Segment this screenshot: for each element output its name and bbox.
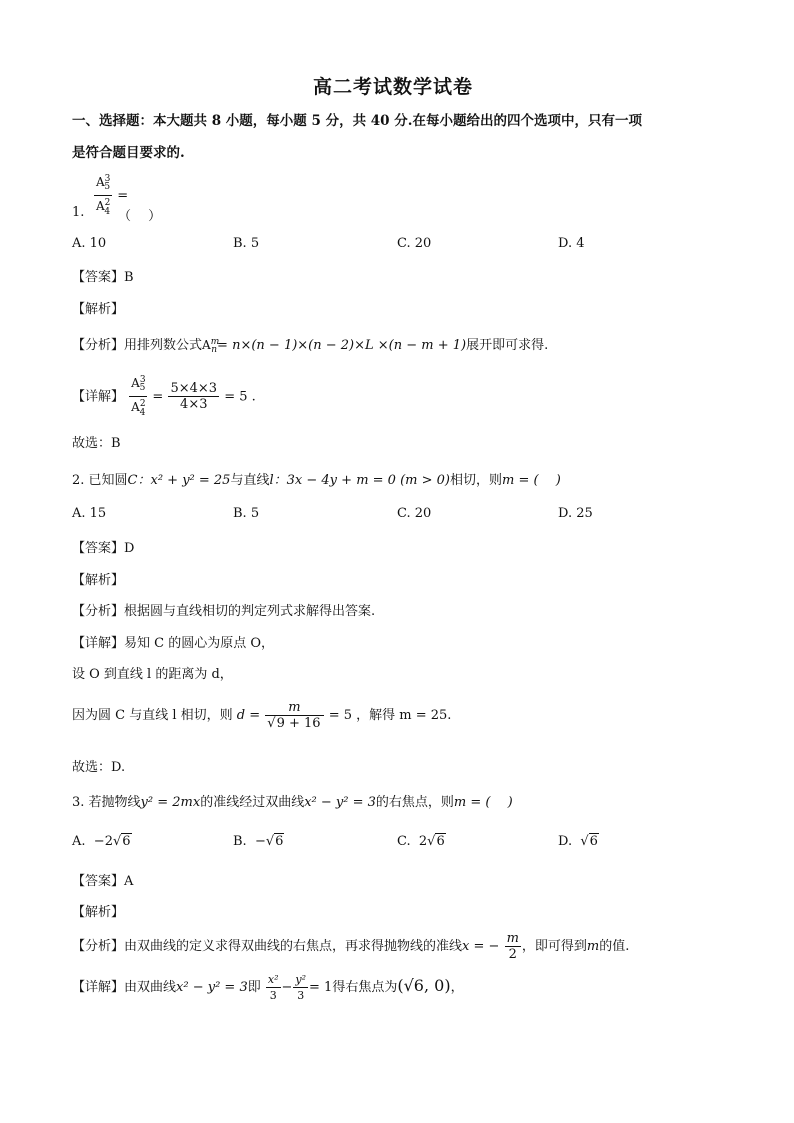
q3-detail-f1-num: x² — [267, 973, 279, 986]
q3-detail-f2-den: 3 — [297, 989, 305, 1002]
q2-option-d: D. 25 — [558, 506, 593, 521]
q2-fenxi-text: 根据圆与直线相切的判定列式求解得出答案. — [124, 604, 376, 619]
q3-fenxi-m: m — [586, 939, 600, 954]
q3-option-c: C. 2√6 — [397, 834, 445, 849]
q2-detail-line3: 因为圆 C 与直线 l 相切，则 d = $\frac{m}{√9 + 16}$ = 5 ，解得 m = 25. — [72, 700, 452, 731]
q1-choose: 故选：B — [72, 436, 121, 451]
q2-fenxi — [72, 600, 375, 619]
q2-stem-eq1: ：x² + y² = 25 — [137, 473, 231, 488]
q3-option-a-coef: −2 — [93, 834, 113, 849]
q3-stem-eq2: x² − y² = 3 — [304, 795, 376, 810]
q1-answer-value: B — [124, 270, 134, 285]
q1-expression: $\frac{A^3_5}{A^2_4}$ = — [96, 174, 129, 217]
q3-analysis-tag: 【解析】 — [72, 905, 125, 920]
q3-option-d: D. √6 — [558, 834, 598, 849]
q2-analysis-tag: 【解析】 — [72, 573, 125, 588]
q3-stem-m: m = ( ) — [453, 795, 513, 810]
q3-option-a-label: A. — [72, 834, 86, 849]
q2-stem-pre: 2. 已知圆 — [72, 473, 128, 488]
q3-stem-post: 的右焦点，则 — [375, 795, 454, 810]
q3-answer — [72, 870, 133, 889]
q3-option-b: B. −√6 — [233, 834, 284, 849]
q3-fenxi — [72, 931, 629, 962]
q1-perm-symbol: $A^m_n$ — [202, 337, 220, 356]
q2-stem-l: l — [269, 473, 274, 488]
q3-fenxi-den: 2 — [508, 947, 517, 962]
q2-option-a: A. 15 — [72, 506, 107, 521]
fenxi-tag: 【分析】 — [72, 604, 125, 619]
answer-tag: 【答案】 — [72, 270, 125, 285]
q3-detail-mid: 即 — [247, 980, 261, 995]
q3-detail-pre: 由双曲线 — [124, 980, 177, 995]
q3-option-b-radicand: 6 — [275, 834, 284, 849]
q2-detail3-d: d = — [236, 708, 261, 723]
q1-number: 1. — [72, 205, 85, 220]
q3-option-c-radicand: 6 — [436, 834, 445, 849]
q1-fenxi — [72, 334, 548, 355]
q3-option-d-label: D. — [558, 834, 573, 849]
q3-stem — [72, 791, 513, 810]
q2-answer-value: D — [124, 541, 135, 556]
q3-fenxi-x: x = − — [462, 939, 500, 954]
detail-tag: 【详解】 — [72, 636, 125, 651]
q2-detail-line1 — [72, 632, 274, 651]
q3-detail-post: 得右焦点为 — [332, 980, 398, 995]
q1-analysis-tag: 【解析】 — [72, 302, 125, 317]
q2-detail3-num: m — [265, 700, 323, 716]
fenxi-tag: 【分析】 — [72, 939, 125, 954]
q2-detail-line2: 设 O 到直线 l 的距离为 d， — [72, 667, 233, 682]
q3-detail: 【详解】由双曲线x² − y² = 3即 $\frac{\text{x²}}{3}$ − $\frac{\text{y²}}{3}$ = 1得右焦点为(√6, 0)， — [72, 973, 464, 1002]
detail-tag: 【详解】 — [72, 389, 125, 405]
q2-stem-mid: 与直线 — [230, 473, 270, 488]
q3-option-b-coef: − — [254, 834, 266, 849]
q3-detail-end: ， — [450, 980, 464, 995]
q3-fenxi-num: m — [506, 931, 519, 946]
q1-answer — [72, 266, 134, 285]
q1-option-d: D. 4 — [558, 236, 585, 251]
q3-fenxi-post: ，即可得到 — [521, 939, 587, 954]
q1-fenxi-post: 展开即可求得. — [466, 338, 549, 353]
q1-fenxi-pre: 用排列数公式 — [124, 338, 203, 353]
q1-option-c: C. 20 — [397, 236, 432, 251]
page-title: 高二考试数学试卷 — [313, 76, 474, 98]
q2-stem — [72, 469, 561, 488]
q3-stem-mid: 的准线经过双曲线 — [200, 795, 305, 810]
q2-stem-post: 相切，则 — [449, 473, 502, 488]
section-header-line2: 是符合题目要求的. — [72, 145, 185, 161]
q3-fenxi-end: 的值. — [599, 939, 630, 954]
q3-option-d-radicand: 6 — [589, 834, 598, 849]
q2-detail1: 易知 C 的圆心为原点 O， — [124, 636, 275, 651]
q2-detail3-post: = 5 ，解得 m = 25. — [328, 708, 452, 723]
q1-paren: （ ） — [118, 209, 162, 224]
answer-tag: 【答案】 — [72, 874, 125, 889]
answer-tag: 【答案】 — [72, 541, 125, 556]
q3-detail-f2-num: y² — [295, 973, 307, 986]
section-header-line1: 一、选择题：本大题共 8 小题，每小题 5 分，共 40 分.在每小题给出的四个选项中，只有一项 — [72, 113, 642, 129]
q3-option-b-label: B. — [233, 834, 247, 849]
q3-fenxi-pre: 由双曲线的定义求得双曲线的右焦点，再求得抛物线的准线 — [124, 939, 463, 954]
q3-detail-f1-den: 3 — [269, 989, 277, 1002]
q1-option-a: A. 10 — [72, 236, 107, 251]
q2-stem-c: C — [127, 473, 138, 488]
q2-detail3-den: 9 + 16 — [276, 716, 321, 731]
q3-stem-pre: 3. 若抛物线 — [72, 795, 141, 810]
q1-detail-denominator: 4×3 — [180, 397, 208, 413]
q2-stem-m: m = ( ) — [502, 473, 561, 488]
q3-option-a: A. −2√6 — [72, 834, 131, 849]
q2-detail3-pre: 因为圆 C 与直线 l 相切，则 — [72, 708, 233, 723]
q1-option-b: B. 5 — [233, 236, 260, 251]
q3-detail-eq: x² − y² = 3 — [176, 980, 248, 995]
detail-tag: 【详解】 — [72, 980, 125, 995]
q3-stem-eq1: y² = 2mx — [140, 795, 201, 810]
q3-detail-point: (√6, 0) — [397, 976, 451, 995]
q1-detail-result: = 5 . — [224, 389, 256, 405]
q2-option-b: B. 5 — [233, 506, 260, 521]
q2-choose: 故选：D. — [72, 760, 126, 775]
q3-option-c-coef: 2 — [418, 834, 428, 849]
q1-fenxi-formula: = n×(n − 1)×(n − 2)×L ×(n − m + 1) — [217, 338, 467, 353]
q2-option-c: C. 20 — [397, 506, 432, 521]
q1-detail-numerator: 5×4×3 — [170, 381, 218, 397]
q3-option-a-radicand: 6 — [122, 834, 131, 849]
fenxi-tag: 【分析】 — [72, 338, 125, 353]
q1-detail: 【详解】 $\frac{A^3_5}{A^2_4}$ = $\frac{5\times 4\times 3}{4\times 3}$ = 5 . — [72, 375, 256, 418]
q2-answer — [72, 537, 134, 556]
q3-detail-eq1: = 1 — [309, 980, 333, 995]
q3-option-c-label: C. — [397, 834, 411, 849]
q2-stem-eq2: ：3x − 4y + m = 0 (m > 0) — [273, 473, 450, 488]
q3-answer-value: A — [124, 874, 134, 889]
